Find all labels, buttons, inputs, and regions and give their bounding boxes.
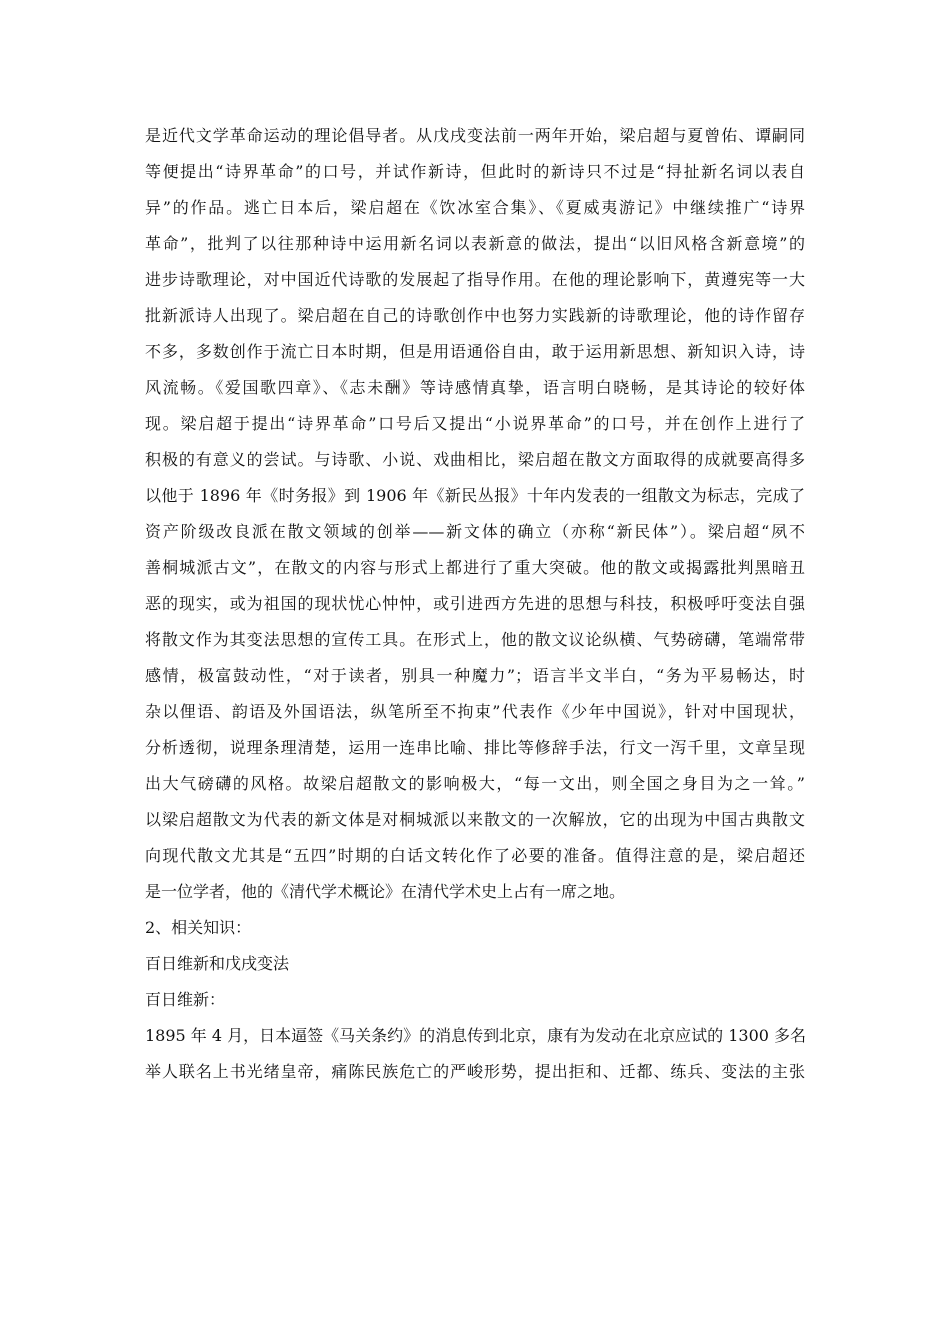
paragraph-line: 分析透彻，说理条理清楚，运用一连串比喻、排比等修辞手法，行文一泻千里，文章呈现 <box>145 738 805 757</box>
paragraph-line: 异”的作品。逃亡日本后，梁启超在《饮冰室合集》、《夏威夷游记》中继续推广“诗界 <box>145 198 805 217</box>
paragraph-line: 不多，多数创作于流亡日本时期，但是用语通俗自由，敢于运用新思想、新知识入诗，诗 <box>145 342 805 361</box>
paragraph-line: 积极的有意义的尝试。与诗歌、小说、戏曲相比，梁启超在散文方面取得的成就要高得多 <box>145 450 805 469</box>
topic-title: 百日维新和戊戌变法 <box>145 954 290 973</box>
paragraph-line: 资产阶级改良派在散文领域的创举——新文体的确立（亦称“新民体”）。梁启超“夙不 <box>145 522 805 541</box>
paragraph-line: 善桐城派古文”，在散文的内容与形式上都进行了重大突破。他的散文或揭露批判黑暗丑 <box>145 558 805 577</box>
paragraph-line: 以梁启超散文为代表的新文体是对桐城派以来散文的一次解放，它的出现为中国古典散文 <box>145 810 805 829</box>
paragraph-line: 向现代散文尤其是“五四”时期的白话文转化作了必要的准备。值得注意的是，梁启超还 <box>145 846 805 865</box>
paragraph-line: 批新派诗人出现了。梁启超在自己的诗歌创作中也努力实践新的诗歌理论，他的诗作留存 <box>145 306 805 325</box>
paragraph-line: 是一位学者，他的《清代学术概论》在清代学术史上占有一席之地。 <box>145 882 626 901</box>
paragraph-line: 将散文作为其变法思想的宣传工具。在形式上，他的散文议论纵横、气势磅礴，笔端常带 <box>145 630 805 649</box>
paragraph-line: 风流畅。《爱国歌四章》、《志未酬》等诗感情真挚，语言明白晓畅，是其诗论的较好体 <box>145 378 805 397</box>
paragraph-line: 杂以俚语、韵语及外国语法，纵笔所至不拘束”代表作《少年中国说》，针对中国现状， <box>145 702 805 721</box>
paragraph-line: 感情，极富鼓动性，“对于读者，别具一种魔力”；语言半文半白，“务为平易畅达，时 <box>145 666 805 685</box>
paragraph-line: 1895 年 4 月，日本逼签《马关条约》的消息传到北京，康有为发动在北京应试的 1300 多名 <box>145 1026 807 1045</box>
sub-title: 百日维新： <box>145 990 226 1009</box>
section-heading: 2、相关知识： <box>145 918 252 937</box>
paragraph-line: 革命”，批判了以往那种诗中运用新名词以表新意的做法，提出“以旧风格含新意境”的 <box>145 234 805 253</box>
paragraph-line: 恶的现实，或为祖国的现状忧心忡忡，或引进西方先进的思想与科技，积极呼吁变法自强 <box>145 594 805 613</box>
paragraph-line: 是近代文学革命运动的理论倡导者。从戊戌变法前一两年开始，梁启超与夏曾佑、谭嗣同 <box>145 126 805 145</box>
paragraph-line: 现。梁启超于提出“诗界革命”口号后又提出“小说界革命”的口号，并在创作上进行了 <box>145 414 805 433</box>
paragraph-line: 出大气磅礴的风格。故梁启超散文的影响极大，“每一文出，则全国之身目为之一耸。” <box>145 774 805 793</box>
paragraph-line: 等便提出“诗界革命”的口号，并试作新诗，但此时的新诗只不过是“挦扯新名词以表自 <box>145 162 805 181</box>
paragraph-line: 举人联名上书光绪皇帝，痛陈民族危亡的严峻形势，提出拒和、迁都、练兵、变法的主张 <box>145 1062 805 1081</box>
paragraph-line: 以他于 1896 年《时务报》到 1906 年《新民丛报》十年内发表的一组散文为标志，完成了 <box>145 486 805 505</box>
paragraph-line: 进步诗歌理论，对中国近代诗歌的发展起了指导作用。在他的理论影响下，黄遵宪等一大 <box>145 270 805 289</box>
